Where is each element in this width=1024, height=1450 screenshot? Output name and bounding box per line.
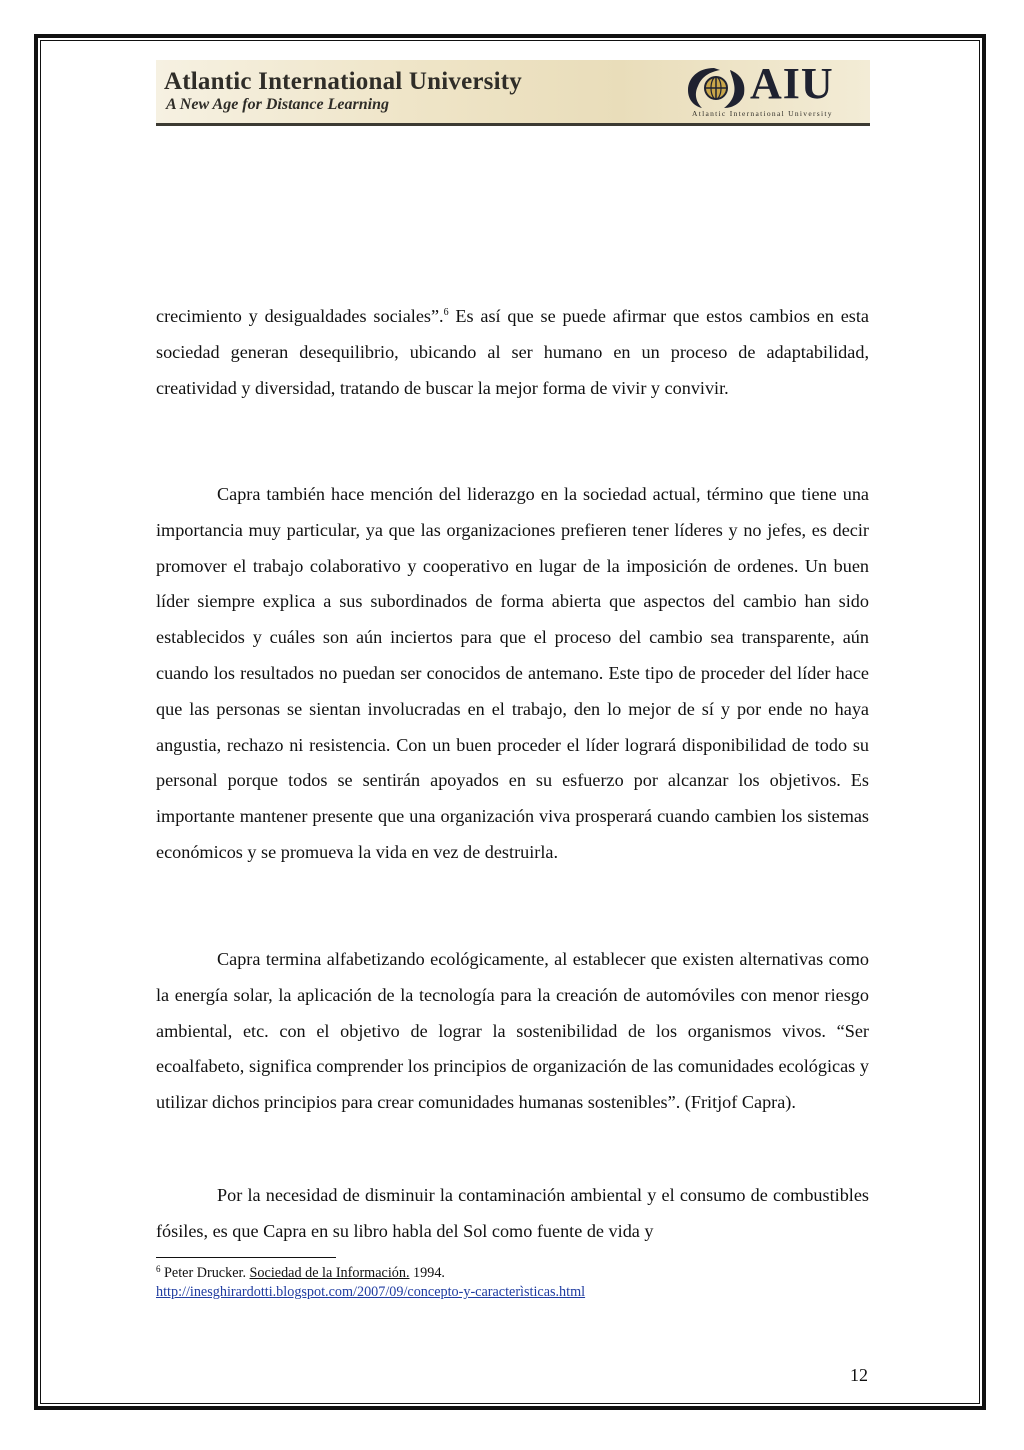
paragraph-3: Capra termina alfabetizando ecológicamente, al establecer que existen alternativas como la energía solar, la aplicación de la tecnología para la creación de automóviles con menor riesgo ambiental, etc. con el objetivo de lograr la sostenibilidad de los organismos vivos. “Ser ecoalfabeto, significa comprender los principios de organización de las comunidades ecológicas y utilizar dichos principios para crear comunidades humanas sostenibles”. (Fritjof Capra). — [156, 949, 869, 1113]
paragraph-4: Por la necesidad de disminuir la contaminación ambiental y el consumo de combustibles fósiles, es que Capra en su libro habla del Sol como fuente de vida y — [156, 1185, 869, 1241]
logo-letters: AIU — [750, 60, 834, 108]
page-number: 12 — [850, 1365, 868, 1385]
header-rule — [156, 123, 870, 126]
university-tagline: A New Age for Distance Learning — [166, 96, 389, 113]
footnote — [156, 1264, 869, 1302]
university-name: Atlantic International University — [164, 68, 522, 95]
header-banner — [156, 60, 870, 126]
footnote-title: Sociedad de la Información. — [249, 1265, 410, 1281]
footnote-year: 1994. — [409, 1265, 445, 1281]
logo-subtitle: Atlantic International University — [692, 109, 833, 118]
paragraph-1 — [156, 299, 869, 406]
paragraph-1-start: crecimiento y desigualdades sociales”. — [156, 306, 444, 326]
paragraph-1-rest: Es así que se puede afirmar que estos cambios en esta sociedad generan desequilibrio, ubicando al ser humano en un proceso de adaptabilidad, creatividad y diversidad, tratando de buscar la mejor forma de vivir y convivir. — [156, 306, 869, 398]
footnote-author: Peter Drucker. — [160, 1265, 250, 1281]
footnote-number: 6 — [156, 1264, 161, 1274]
footnote-separator — [156, 1257, 336, 1258]
footnote-reference[interactable]: 6 — [443, 307, 449, 318]
aiu-logo — [684, 62, 864, 120]
aiu-globe-crest-icon — [684, 64, 750, 110]
paragraph-2: Capra también hace mención del liderazgo en la sociedad actual, término que tiene una importancia muy particular, ya que las organizaciones prefieren tener líderes y no jefes, es decir promover el trabajo colaborativo y cooperativo en lugar de la imposición de ordenes. Un buen líder siempre explica a sus subordinados de forma abierta que aspectos del cambio han sido establecidos y cuáles son aún inciertos para que el proceso del cambio sea transparente, aún cuando los resultados no puedan ser conocidos de antemano. Este tipo de proceder del líder hace que las personas se sientan involucradas en el trabajo, den lo mejor de sí y por ende no haya angustia, rechazo ni resistencia. Con un buen proceder el líder logrará disponibilidad de todo su personal porque todos se sentirán apoyados en su esfuerzo por alcanzar los objetivos. Es importante mantener presente que una organización viva prosperará cuando cambien los sistemas económicos y se promueva la vida en vez de destruirla. — [156, 484, 869, 862]
footnote-link[interactable]: http://inesghirardotti.blogspot.com/2007/09/concepto-y-caracterìsticas.html — [156, 1284, 586, 1300]
